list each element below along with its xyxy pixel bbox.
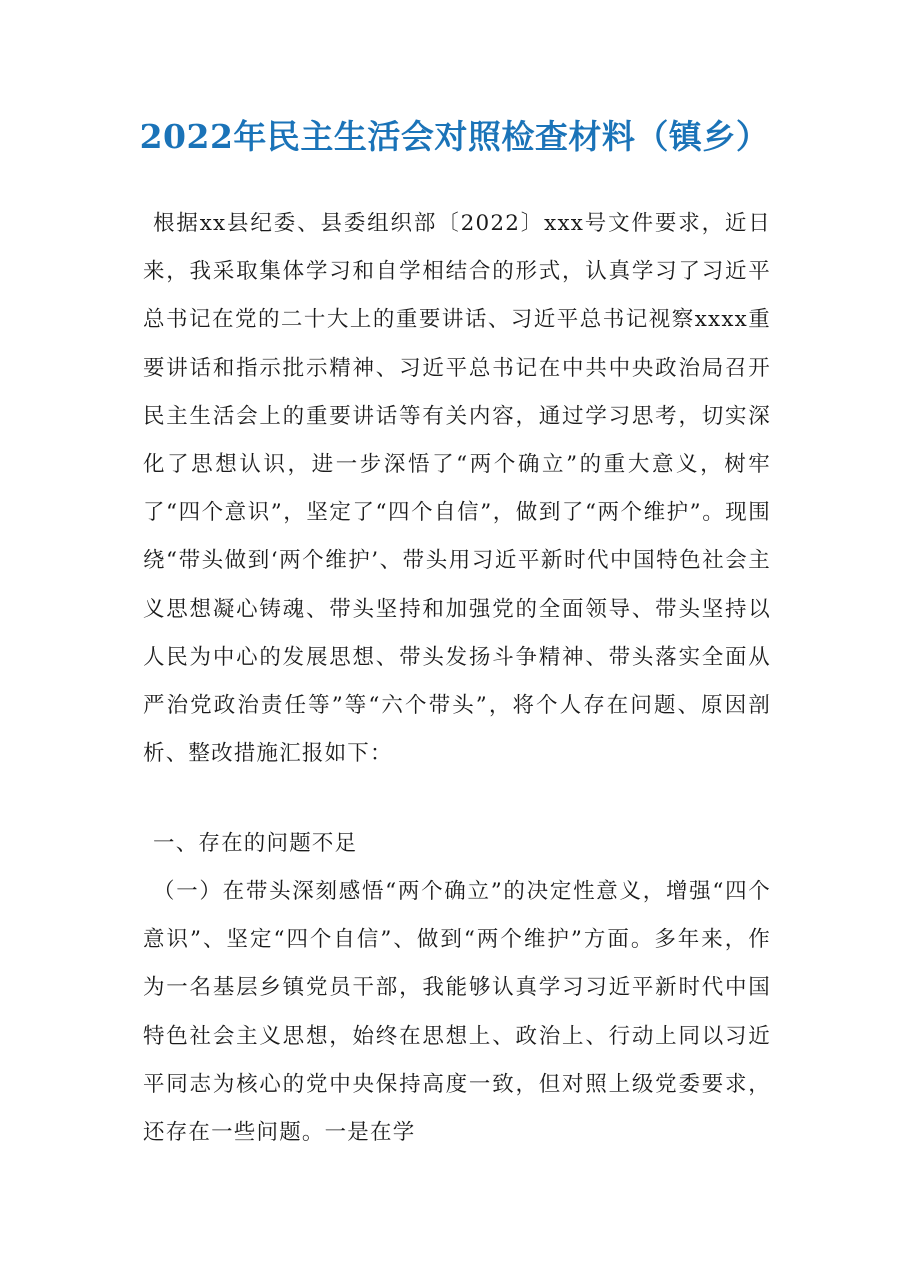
body-paragraph-intro: 根据xx县纪委、县委组织部〔2022〕xxx号文件要求，近日来，我采取集体学习和自学相结合的形式，认真学习了习近平总书记在党的二十大上的重要讲话、习近平总书记视察xxxx重要讲话和指示批示精神、习近平总书记在中共中央政治局召开民主生活会上的重要讲话等有关内容，通过学习思考，切实深化了思想认识，进一步深悟了“两个确立”的重大意义，树牢了“四个意识”，坚定了“四个自信”，做到了“两个维护”。现围绕“带头做到‘两个维护’、带头用习近平新时代中国特色社会主义思想凝心铸魂、带头坚持和加强党的全面领导、带头坚持以人民为中心的发展思想、带头发扬斗争精神、带头落实全面从严治党政治责任等”等“六个带头”，将个人存在问题、原因剖析、整改措施汇报如下： [143,211,771,767]
body-paragraph-section-1: （一）在带头深刻感悟“两个确立”的决定性意义，增强“四个意识”、坚定“四个自信”、做到“两个维护”方面。多年来，作为一名基层乡镇党员干部，我能够认真学习习近平新时代中国特色社会主义思想，始终在思想上、政治上、行动上同以习近平同志为核心的党中央保持高度一致，但对照上级党委要求，还存在一些问题。一是在学 [143,879,771,1146]
document-title: 2022年民主生活会对照检查材料（镇乡） [139,117,770,156]
section-heading-problems: 一、存在的问题不足 [153,831,358,856]
